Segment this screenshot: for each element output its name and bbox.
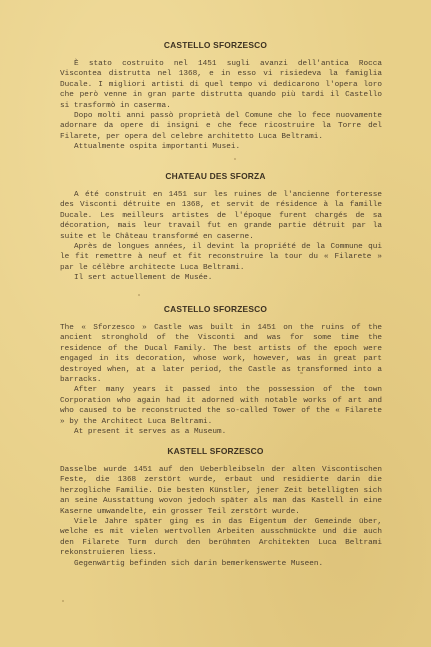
section-heading: KASTELL SFORZESCO xyxy=(167,446,264,456)
section-paragraph: Gegenwärtig befinden sich darin bemerkenswerte Museen. xyxy=(74,559,324,568)
paper-spot xyxy=(300,372,303,374)
paper-spot xyxy=(62,600,64,602)
section-paragraph: Il sert actuellement de Musée. xyxy=(74,274,213,283)
section-paragraph: After many years it passed into the possession of the town Corporation who again had it adorned with notable works of art and who caused to be reconstructed the so-called Tower of the « Filarete » by the Architect Luca Beltrami. xyxy=(60,386,382,426)
section-paragraph: Dasselbe wurde 1451 auf den Ueberbleibseln der alten Viscontischen Feste, die 1368 zerstört wurde, erbaut und residierte darin die herzogliche Familie. Die besten Künstler, jener Zeit betelligten sich an seine Ausstattung wovon jedoch später als man das Kastell in eine Kaserne umwandelte, ein grosser Teil zerstört wurde. xyxy=(60,466,382,516)
section-heading: CHATEAU DES SFORZA xyxy=(165,171,266,181)
section-paragraph: Après de longues années, il devint la propriété de la Commune qui le fit remettre à neuf et fit reconstruire la tour du « Filarete » par le célèbre architecte Luca Beltrami. xyxy=(60,243,382,272)
section-french xyxy=(0,171,431,284)
paper-spot xyxy=(138,294,140,296)
section-italian xyxy=(0,40,431,153)
section-paragraph: The « Sforzesco » Castle was built in 1451 on the ruins of the ancient stronghold of the Visconti and was for some time the residence of the Ducal Family. The best artists of the epoch were engaged in its decoration, whose work, however, was in great part destroyed when, at a later period, the Castle as transformed into a barracks. xyxy=(60,324,382,385)
section-paragraph: Viele Jahre später ging es in das Eigentum der Gemeinde über, welche es mit vielen wertvollen Arbeiten ausschmückte und die auch den Filarete Turm durch den berühmten Architekten Luca Beltrami rekonstruieren liess. xyxy=(60,518,382,558)
section-paragraph: At present it serves as a Museum. xyxy=(74,428,227,437)
section-heading: CASTELLO SFORZESCO xyxy=(163,304,268,314)
section-german xyxy=(0,446,431,569)
section-heading: CASTELLO SFORZESCO xyxy=(163,40,268,50)
section-paragraph: A été construit en 1451 sur les ruines de l'ancienne forteresse des Visconti détruite en 1368, et servit de résidence à la famille Ducale. Les meilleurs artistes de l'époque furent chargés de sa décoration, mais leur travail fut en grande partie détruit par la suite et le Château transformé en caserne. xyxy=(60,191,382,241)
section-paragraph: Dopo molti anni passò proprietà del Comune che lo fece nuovamente adornare da opere di insigni e che fece ricostruire la Torre del Filarete, per opera del celebre architetto Luca Beltrami. xyxy=(60,112,382,141)
paper-spot xyxy=(234,158,236,160)
section-paragraph: Attualmente ospita importanti Musei. xyxy=(74,143,241,152)
section-paragraph: È stato costruito nel 1451 sugli avanzi dell'antica Rocca Viscontea distrutta nel 1368, e in esso vi risiedeva la famiglia Ducale. I migliori artisti di quel tempo vi dedicarono l'opera loro che però venne in gran parte distrutta quando più tardi il Castello si trasformò in caserma. xyxy=(60,60,382,110)
section-english xyxy=(0,304,431,437)
